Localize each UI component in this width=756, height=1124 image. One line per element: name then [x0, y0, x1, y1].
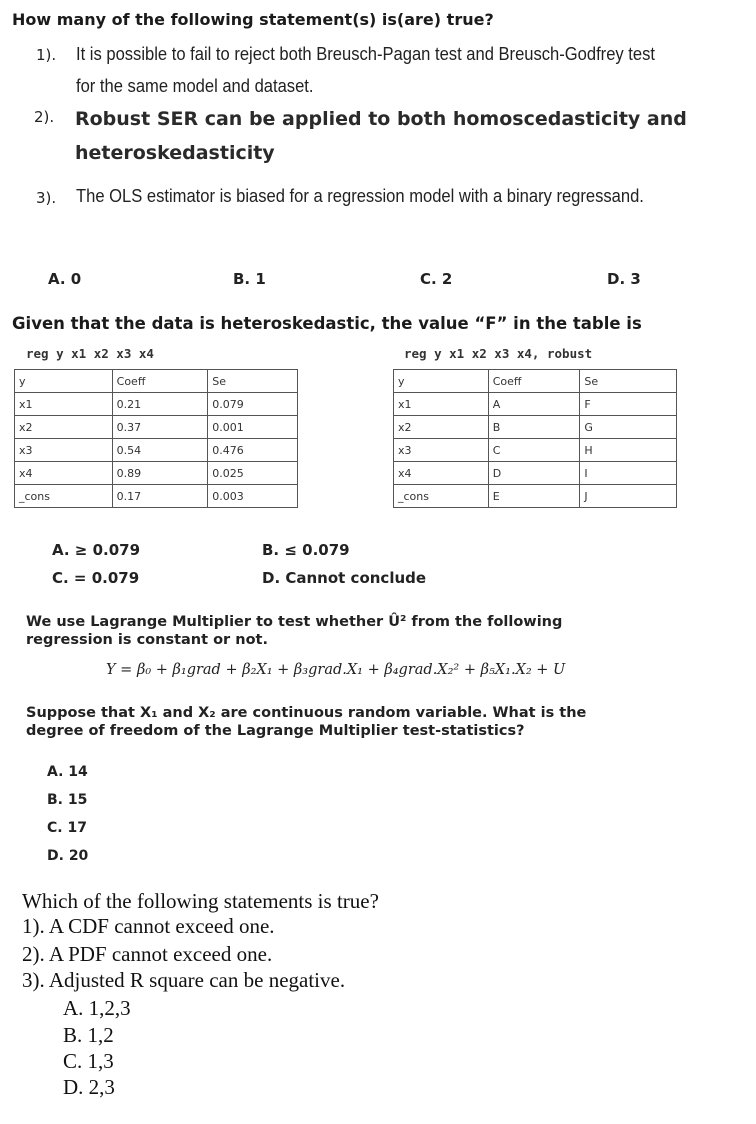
q1-option-d[interactable]: D. 3	[607, 270, 641, 288]
q1-statement-1-line1: It is possible to fail to reject both Breusch-Pagan test and Breusch-Godfrey test	[76, 44, 655, 64]
coeff-cell: E	[488, 485, 580, 508]
q1-option-b[interactable]: B. 1	[233, 270, 266, 288]
coeff-cell: C	[488, 439, 580, 462]
se-cell: F	[580, 393, 677, 416]
q1-statement-3-line1: The OLS estimator is biased for a regression model with a binary regressand.	[76, 186, 644, 206]
coeff-cell: 0.54	[112, 439, 208, 462]
left-regression-caption: reg y x1 x2 x3 x4	[26, 346, 154, 361]
table-row	[394, 485, 677, 508]
coeff-cell: D	[488, 462, 580, 485]
header-y: y	[394, 370, 489, 393]
row-label: x1	[394, 393, 489, 416]
q1-statement-2-number: 2).	[34, 108, 55, 126]
question-3-intro-line2: regression is constant or not.	[26, 632, 268, 648]
row-label: x1	[15, 393, 113, 416]
table-row	[394, 462, 677, 485]
coeff-cell: 0.17	[112, 485, 208, 508]
ols-results-table	[14, 369, 298, 508]
se-cell: 0.003	[208, 485, 298, 508]
q3-option-d[interactable]: D. 20	[47, 848, 89, 864]
q3-option-c[interactable]: C. 17	[47, 820, 87, 836]
q1-statement-1-number: 1).	[36, 46, 57, 64]
se-cell: J	[580, 485, 677, 508]
table-row	[394, 439, 677, 462]
coeff-cell: 0.89	[112, 462, 208, 485]
se-cell: 0.001	[208, 416, 298, 439]
question-2-title: Given that the data is heteroskedastic, the value “F” in the table is	[12, 314, 642, 333]
row-label: x2	[15, 416, 113, 439]
q2-option-b[interactable]: B. ≤ 0.079	[262, 541, 350, 559]
right-regression-caption: reg y x1 x2 x3 x4, robust	[404, 346, 593, 361]
q4-option-d[interactable]: D. 2,3	[63, 1075, 115, 1099]
q2-option-c[interactable]: C. = 0.079	[52, 569, 140, 587]
se-cell: 0.079	[208, 393, 298, 416]
row-label: x4	[394, 462, 489, 485]
q4-statement-2: 2). A PDF cannot exceed one.	[22, 942, 273, 966]
table-header-row	[15, 370, 298, 393]
q1-statement-2-line1: Robust SER can be applied to both homoscedasticity and	[75, 108, 687, 130]
regression-equation: Y = β₀ + β₁grad + β₂X₁ + β₃grad.X₁ + β₄grad.X₂² + β₅X₁.X₂ + U	[106, 662, 566, 678]
header-se: Se	[580, 370, 677, 393]
row-label: x2	[394, 416, 489, 439]
se-cell: I	[580, 462, 677, 485]
table-row	[394, 416, 677, 439]
question-3-prompt-line1: Suppose that X₁ and X₂ are continuous random variable. What is the	[26, 705, 587, 721]
row-label: x3	[394, 439, 489, 462]
table-row	[15, 462, 298, 485]
coeff-cell: 0.37	[112, 416, 208, 439]
se-cell: 0.476	[208, 439, 298, 462]
coeff-cell: B	[488, 416, 580, 439]
header-coeff: Coeff	[112, 370, 208, 393]
se-cell: H	[580, 439, 677, 462]
q4-statement-1: 1). A CDF cannot exceed one.	[22, 914, 275, 938]
header-y: y	[15, 370, 113, 393]
q2-option-d[interactable]: D. Cannot conclude	[262, 569, 427, 587]
header-se: Se	[208, 370, 298, 393]
coeff-cell: 0.21	[112, 393, 208, 416]
question-3-prompt-line2: degree of freedom of the Lagrange Multiplier test-statistics?	[26, 723, 525, 739]
q4-option-c[interactable]: C. 1,3	[63, 1049, 114, 1073]
q1-statement-2-line2: heteroskedasticity	[75, 142, 275, 164]
header-coeff: Coeff	[488, 370, 580, 393]
question-1-title: How many of the following statement(s) is(are) true?	[12, 10, 494, 29]
row-label: x4	[15, 462, 113, 485]
q1-option-c[interactable]: C. 2	[420, 270, 453, 288]
q2-option-a[interactable]: A. ≥ 0.079	[52, 541, 141, 559]
q3-option-a[interactable]: A. 14	[47, 764, 88, 780]
q4-statement-3: 3). Adjusted R square can be negative.	[22, 968, 346, 992]
table-row	[15, 416, 298, 439]
se-cell: G	[580, 416, 677, 439]
q1-statement-3-number: 3).	[36, 189, 57, 207]
row-label: x3	[15, 439, 113, 462]
row-label: _cons	[394, 485, 489, 508]
q4-option-a[interactable]: A. 1,2,3	[63, 996, 131, 1020]
question-4-title: Which of the following statements is true?	[22, 889, 379, 913]
q1-statement-1-line2: for the same model and dataset.	[76, 76, 314, 96]
table-header-row	[394, 370, 677, 393]
q1-option-a[interactable]: A. 0	[48, 270, 82, 288]
q3-option-b[interactable]: B. 15	[47, 792, 88, 808]
robust-results-table	[393, 369, 677, 508]
table-row	[15, 485, 298, 508]
table-row	[15, 439, 298, 462]
row-label: _cons	[15, 485, 113, 508]
se-cell: 0.025	[208, 462, 298, 485]
table-row	[15, 393, 298, 416]
coeff-cell: A	[488, 393, 580, 416]
q4-option-b[interactable]: B. 1,2	[63, 1023, 114, 1047]
table-row	[394, 393, 677, 416]
question-3-intro-line1: We use Lagrange Multiplier to test whether Û² from the following	[26, 614, 563, 630]
